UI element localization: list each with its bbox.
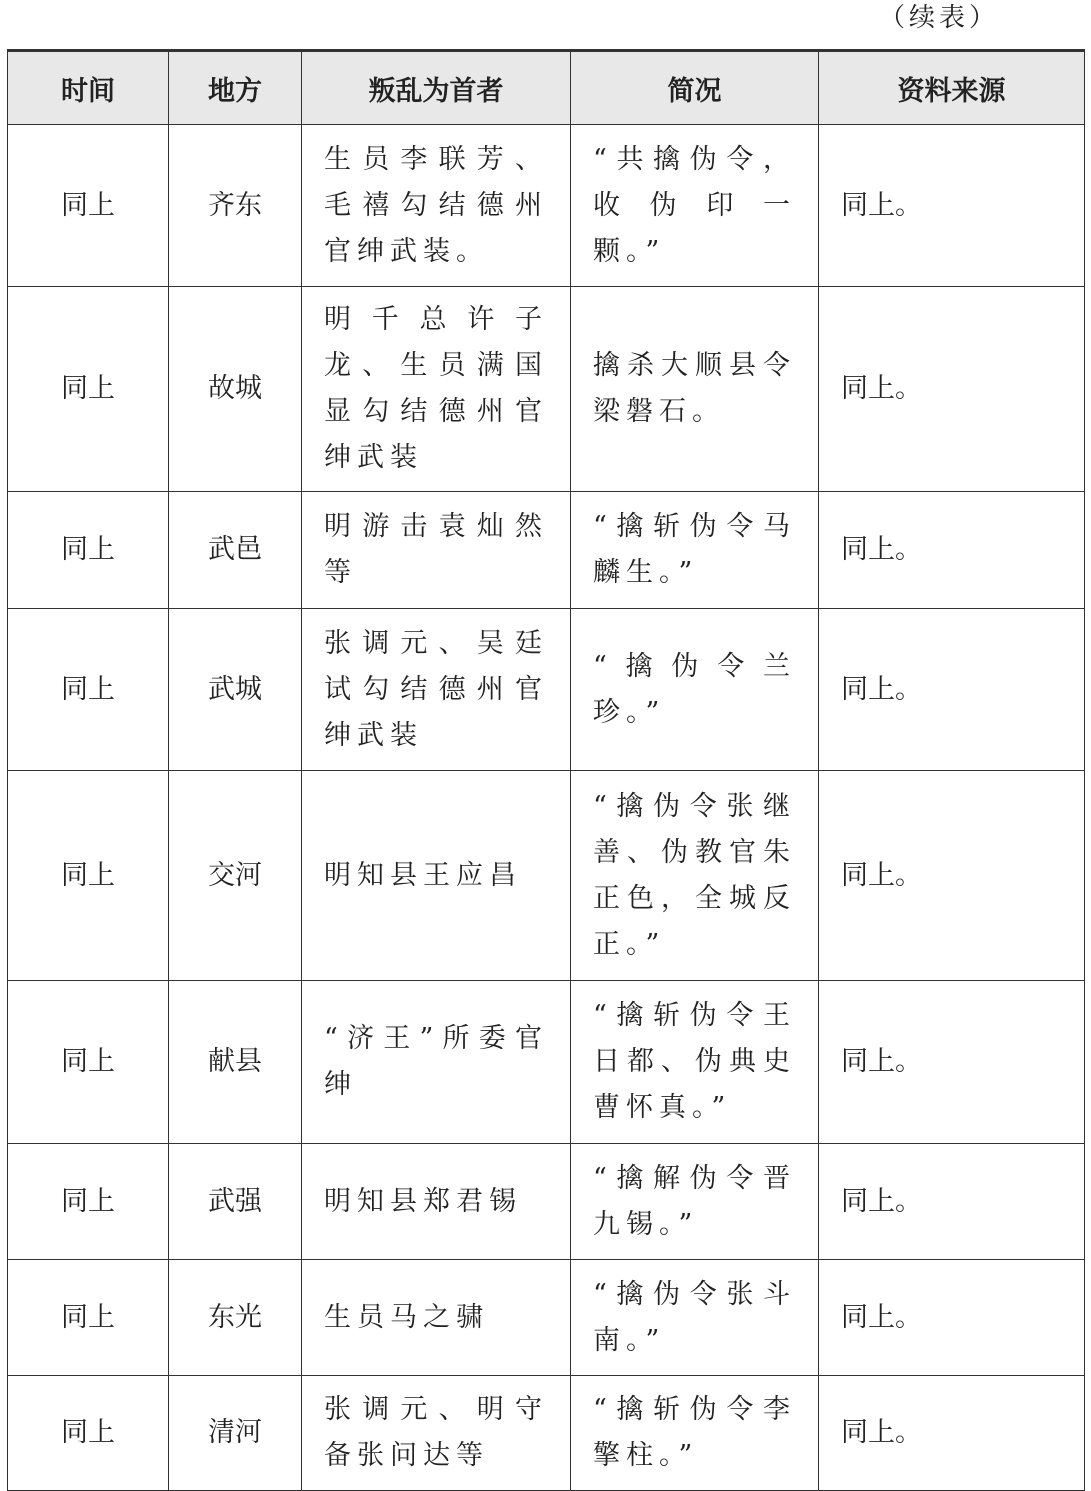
table-row [8,609,1085,771]
cell-place: 故城 [169,287,302,492]
cell-summary: “擒伪令兰珍。” [571,609,819,771]
cell-source: 同上。 [819,1376,1085,1491]
cell-source: 同上。 [819,287,1085,492]
cell-place: 交河 [169,771,302,981]
cell-time: 同上 [8,492,169,609]
cell-summary: “擒伪令张继善、伪教官朱正色，全城反正。” [571,771,819,981]
cell-summary: “擒斩伪令王日都、伪典史曹怀真。” [571,981,819,1144]
cell-place: 献县 [169,981,302,1144]
cell-time: 同上 [8,981,169,1144]
table-row [8,1144,1085,1260]
cell-time: 同上 [8,771,169,981]
cell-time: 同上 [8,1376,169,1491]
cell-summary: “擒伪令张斗南。” [571,1260,819,1376]
table-row [8,1260,1085,1376]
cell-source: 同上。 [819,125,1085,287]
cell-summary: 擒杀大顺县令梁磐石。 [571,287,819,492]
cell-leader: 张调元、明守备张问达等 [302,1376,571,1491]
cell-time: 同上 [8,287,169,492]
cell-leader: 明知县王应昌 [302,771,571,981]
table-row [8,125,1085,287]
table-row [8,981,1085,1144]
cell-place: 武强 [169,1144,302,1260]
table-row [8,287,1085,492]
cell-summary: “擒斩伪令马麟生。” [571,492,819,609]
header-place: 地方 [169,51,302,125]
cell-summary: “共擒伪令，收伪印一颗。” [571,125,819,287]
cell-source: 同上。 [819,492,1085,609]
cell-summary: “擒解伪令晋九锡。” [571,1144,819,1260]
header-summary: 简况 [571,51,819,125]
cell-place: 清河 [169,1376,302,1491]
table-header-row [8,51,1085,125]
header-source: 资料来源 [819,51,1085,125]
table-row [8,1376,1085,1491]
cell-place: 齐东 [169,125,302,287]
cell-source: 同上。 [819,609,1085,771]
cell-summary: “擒斩伪令李擎柱。” [571,1376,819,1491]
cell-place: 东光 [169,1260,302,1376]
table-row [8,492,1085,609]
cell-leader: 明千总许子龙、生员满国显勾结德州官绅武装 [302,287,571,492]
cell-leader: 生员马之骕 [302,1260,571,1376]
cell-leader: 明游击袁灿然等 [302,492,571,609]
table-row [8,771,1085,981]
rebellion-table [7,49,1085,1491]
cell-time: 同上 [8,609,169,771]
header-leader: 叛乱为首者 [302,51,571,125]
cell-time: 同上 [8,125,169,287]
cell-leader: 生员李联芳、毛禧勾结德州官绅武装。 [302,125,571,287]
cell-source: 同上。 [819,1144,1085,1260]
cell-source: 同上。 [819,771,1085,981]
header-time: 时间 [8,51,169,125]
cell-time: 同上 [8,1260,169,1376]
cell-leader: 明知县郑君锡 [302,1144,571,1260]
cell-place: 武城 [169,609,302,771]
cell-place: 武邑 [169,492,302,609]
continued-label: （续表） [878,3,999,33]
cell-time: 同上 [8,1144,169,1260]
cell-source: 同上。 [819,981,1085,1144]
cell-source: 同上。 [819,1260,1085,1376]
cell-leader: “济王”所委官绅 [302,981,571,1144]
cell-leader: 张调元、吴廷试勾结德州官绅武装 [302,609,571,771]
